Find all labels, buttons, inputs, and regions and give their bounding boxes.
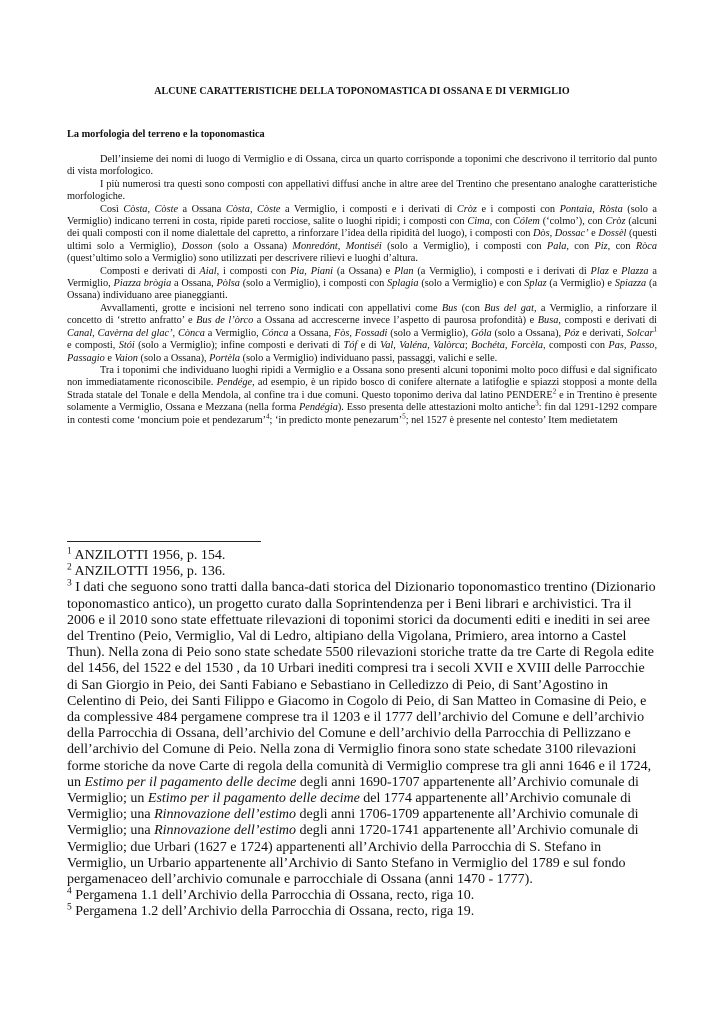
footnote-ref: 3 (535, 399, 539, 408)
footnote-ref: 5 (402, 412, 406, 421)
text-run: i composti con (467, 228, 533, 240)
text-run: (a Vermiglio), i composti e i derivati di (413, 265, 591, 277)
text-run: I più numerosi tra questi sono composti con appellativi diffusi anche in altre aree del Trentino che presentano analoghe caratteristiche morfologiche. (67, 178, 657, 203)
text-run: a Vermiglio, i composti e i derivati di (280, 203, 457, 215)
text-run: (a Ossana) e (333, 265, 395, 277)
footnote-ref: 1 (653, 325, 657, 334)
footnote-ref: 4 (266, 412, 270, 421)
text-run: ). Esso presenta delle attestazioni molto antiche (337, 402, 536, 414)
italic-toponym: Cólem (512, 216, 540, 228)
text-run: degli anni 1720-1741 appartenente all’Archivio comunale di Vermiglio; due Urbari (1627 e 1724) appartenenti all’Archivio della Parrocchia di S. Stefano in Vermiglio, un Urbario appartenente all’Archivio di Santo Stefano in Vermiglio del 1789 e sul fondo pergamenaceo dell’archivio comunale e parrocchiale di Ossana (anni 1470 - 1777). (67, 823, 639, 888)
footnotes (67, 548, 657, 921)
italic-toponym: Fòs, Fossadi (333, 327, 388, 339)
text-run: (‘colmo’), con (539, 216, 606, 228)
text-run: (solo a Vermiglio); infine composti e derivati di (134, 340, 344, 352)
italic-toponym: Plaz (590, 265, 609, 277)
italic-toponym: , Stói (112, 340, 135, 352)
text-run: degli anni 1690-1707 appartenente all’Archivio comunale di Vermiglio; un (67, 774, 639, 807)
italic-toponym: Splagia (387, 278, 419, 290)
text-run: a Vermiglio, (67, 265, 657, 290)
italic-toponym: Bus de l’òrco (196, 315, 254, 327)
italic-toponym: Val, Valéna, Valòrca (380, 340, 465, 352)
text-run: (questi ultimi solo a Vermiglio) (67, 228, 658, 252)
footnote-number: 2 (67, 562, 72, 573)
text-run: a Ossana (178, 203, 226, 215)
text-run: Avvallamenti, grotte e incisioni nel terreno sono indicati con appellativi come (100, 302, 442, 314)
italic-toponym: Pendégia (298, 402, 338, 414)
italic-toponym: Dossèl (598, 228, 627, 240)
italic-toponym: Pas, Passo, Passagio (67, 340, 658, 364)
footnote (67, 564, 657, 580)
text-run: e composti (67, 340, 113, 352)
footnote (67, 888, 657, 904)
body-text (67, 154, 657, 427)
italic-toponym: Pala, (546, 240, 569, 252)
italic-toponym: Aial (199, 265, 217, 277)
text-run: e (608, 265, 622, 277)
italic-toponym: Rinnovazione dell’estimo (154, 807, 297, 823)
section-heading: La morfologia del terreno e la toponomastica (67, 129, 265, 140)
text-run: (solo a Vermiglio) indicano terreni in costa, ripide pareti rocciose, salite o luoghi ripidi; i composti con (67, 203, 657, 228)
italic-toponym: Spiazza (614, 278, 647, 290)
footnote-number: 5 (67, 902, 72, 913)
italic-toponym: , Dosson (173, 240, 213, 252)
text-run: a Vermiglio, (204, 327, 262, 339)
text-run: e i composti con (476, 203, 560, 215)
italic-toponym: Solcar (626, 327, 654, 339)
body-paragraph (67, 179, 657, 204)
italic-toponym: Póz (563, 327, 580, 339)
italic-toponym: Cima, (467, 216, 493, 228)
body-paragraph (67, 303, 657, 365)
body-paragraph (67, 154, 657, 179)
text-run: Pergamena 1.2 dell’Archivio della Parrocchia di Ossana, recto, riga 19. (71, 904, 475, 920)
text-run: (solo a Vermiglio) e con (418, 278, 525, 290)
text-run: , ad esempio, è un ripido bosco di conifere alternate a latifoglie e spiazzi stopposi a monte della Strada statale del Tonale e della Mendola, al confine tra i due comuni. Questo toponimo deriva dal latino PENDERE (67, 377, 657, 401)
text-run: , composti e derivati di (558, 315, 657, 327)
text-run: ANZILOTTI 1956, p. 154. (71, 548, 226, 563)
italic-toponym: Rinnovazione dell’estimo (154, 823, 297, 839)
body-paragraph (67, 204, 657, 266)
italic-toponym: Bochéta, Forcèla, (471, 340, 546, 352)
italic-toponym: Pontaia, Ròsta (559, 203, 623, 215)
footnote-divider (67, 541, 261, 542)
text-run: (solo a Ossana), (491, 327, 564, 339)
footnote (67, 904, 657, 920)
italic-toponym: Tóf (343, 340, 358, 352)
text-run: ; ‘in predicto monte penezarum’ (269, 414, 403, 426)
text-run: (a Vermiglio) e (546, 278, 615, 290)
text-run: ; nel 1527 è presente nel contesto’ Item medietatem (405, 414, 618, 426)
text-run: degli anni 1706-1709 appartenente all’Archivio comunale di Vermiglio; una (67, 807, 639, 839)
text-run: e in Trentino è presente solamente a Vermiglio, Ossana e Mezzana (nella forma (67, 389, 658, 414)
text-run: (solo a Vermiglio), i composti con (381, 240, 547, 252)
italic-toponym: Dòs, Dossac’ (533, 228, 589, 240)
footnote-number: 3 (67, 578, 72, 589)
text-run: a Ossana, (171, 278, 217, 290)
text-run: Dell’insieme dei nomi di luogo di Vermiglio e di Ossana, circa un quarto corrisponde a toponimi che descrivono il territorio dal punto di vista morfologico. (67, 154, 657, 178)
italic-toponym: Bus del gat (484, 302, 534, 314)
italic-toponym: Ròca (635, 240, 657, 252)
text-run: a Ossana, (288, 327, 334, 339)
text-run: (con (457, 302, 485, 314)
text-run: e (588, 228, 599, 240)
text-run: (quest’ultimo solo a Vermiglio) sono utilizzati per descrivere rilievi e luoghi d’altura. (67, 253, 418, 265)
text-run: con (492, 216, 513, 228)
text-run: (a Ossana) individuano aree pianeggianti. (67, 278, 657, 302)
italic-toponym: , Góla (465, 327, 492, 339)
footnote (67, 548, 657, 564)
text-run: e (104, 352, 115, 364)
italic-toponym: Estimo per il pagamento delle decime (147, 791, 360, 807)
italic-toponym: Vaion (114, 352, 138, 364)
italic-toponym: Piazza brògia (113, 278, 172, 290)
italic-toponym: Bus (441, 302, 458, 314)
text-run: a Ossana ad accrescerne invece l’aspetto di paurosa profondità) e (253, 315, 538, 327)
text-run: , i composti con (216, 265, 290, 277)
italic-toponym: Pendége (216, 377, 253, 389)
italic-toponym: Cròz (605, 216, 626, 228)
italic-toponym: Plazza (621, 265, 649, 277)
italic-toponym: Pia, Piani (289, 265, 333, 277)
italic-toponym: Portèla (209, 352, 241, 364)
text-run: composti con (545, 340, 609, 352)
italic-toponym: Canal, Cavèrna del glac’, Cònca (67, 327, 205, 339)
italic-toponym: Piz, (594, 240, 611, 252)
italic-toponym: Còsta, Còste (225, 203, 281, 215)
text-run: e derivati, (579, 327, 627, 339)
text-run: (alcuni dei quali composti con il nome dialettale del capretto, a rinforzare l’idea della ripidità del luogo) (67, 216, 657, 240)
footnote (67, 580, 657, 888)
text-run: Pergamena 1.1 dell’Archivio della Parrocchia di Ossana, recto, riga 10. (71, 888, 475, 904)
italic-toponym: Splaz (524, 278, 547, 290)
italic-toponym: , (464, 228, 468, 240)
text-run: del 1774 appartenente all’Archivio comunale di Vermiglio; una (67, 791, 632, 823)
text-run: (solo a Ossana) (212, 240, 293, 252)
italic-toponym: Cròz (456, 203, 477, 215)
text-run: , a Vermiglio, a rinforzare il concetto di ‘stretto anfratto’ e (67, 302, 658, 327)
text-run: Tra i toponimi che individuano luoghi ripidi a Vermiglio e a Ossana sono presenti alcuni toponimi molto poco diffusi e dal significato non immediatamente riconoscibile. (67, 364, 657, 389)
text-run: e di (357, 340, 381, 352)
italic-toponym: Pòlsa (216, 278, 240, 290)
italic-toponym: Monredónt, Montiséi (292, 240, 382, 252)
italic-toponym: Busa (537, 315, 559, 327)
italic-toponym: Cónca (261, 327, 289, 339)
text-run: (solo a Vermiglio) (387, 327, 466, 339)
text-run: : fin dal 1291-1292 compare in contesti come ‘moncium poie et pendezarum’ (67, 402, 657, 426)
text-run: ANZILOTTI 1956, p. 136. (71, 564, 226, 580)
text-run: I dati che seguono sono tratti dalla banca-dati storica del Dizionario toponomastico trentino (Dizionario toponomastico antico), un progetto curato dalla Soprintendenza per i Beni librari e archivistici. Tra il 2006 e il 2010 sono state effettuate rilevazioni di toponimi storici da documenti editi e inediti in sei aree del Trentino (Peio, Vermiglio, Val di Ledro, altipiano della Vigolana, Primiero, area intorno a Castel Thun). Nella zona di Peio sono state schedate 5500 rilevazioni storiche tratte da tre Carte di Regola edite del 1456, del 1522 e del 1530 , da 10 Urbari inediti compresi tra i secoli XVII e XVIII delle Parrocchie di San Giorgio in Peio, dei Santi Fabiano e Sebastiano in Celledizzo di Peio, di Sant’Agostino in Celentino di Peio, dei Santi Filippo e Giacomo in Cogolo di Peio, di San Matteo in Comasine di Peio, e da complessive 484 pergamene comprese tra il 1203 e il 1777 dell’archivio del Comune e dell’archivio della Parrocchia di Ossana, dell’archivio del Comune e dell’archivio della Parrocchia di Pellizzano e dell’archivio del Comune di Peio. Nella zona di Vermiglio finora sono state schedate 3100 rilevazioni forme storiche da nove Carte di regola della comunità di Vermiglio comprese tra gli anni 1646 e il 1724, un (67, 580, 656, 790)
text-run: Così (100, 203, 124, 215)
body-paragraph (67, 365, 657, 427)
footnote-number: 4 (67, 886, 72, 897)
italic-toponym: Plan (394, 265, 414, 277)
italic-toponym: Còsta, Còste (123, 203, 179, 215)
text-run: con (610, 240, 636, 252)
italic-toponym: Estimo per il pagamento delle decime (84, 774, 297, 790)
document-title: ALCUNE CARATTERISTICHE DELLA TOPONOMASTICA DI OSSANA E DI VERMIGLIO (154, 86, 570, 97)
text-run: con (568, 240, 595, 252)
text-run: (solo a Vermiglio), i composti con (239, 278, 388, 290)
text-run: ; (464, 340, 472, 352)
body-paragraph (67, 266, 657, 303)
text-run: (solo a Vermiglio) individuano passi, passaggi, valichi e selle. (240, 352, 498, 364)
text-run: Composti e derivati di (100, 265, 200, 277)
text-run: (solo a Ossana), (137, 352, 210, 364)
footnote-ref: 2 (552, 387, 557, 396)
footnote-number: 1 (67, 546, 72, 557)
